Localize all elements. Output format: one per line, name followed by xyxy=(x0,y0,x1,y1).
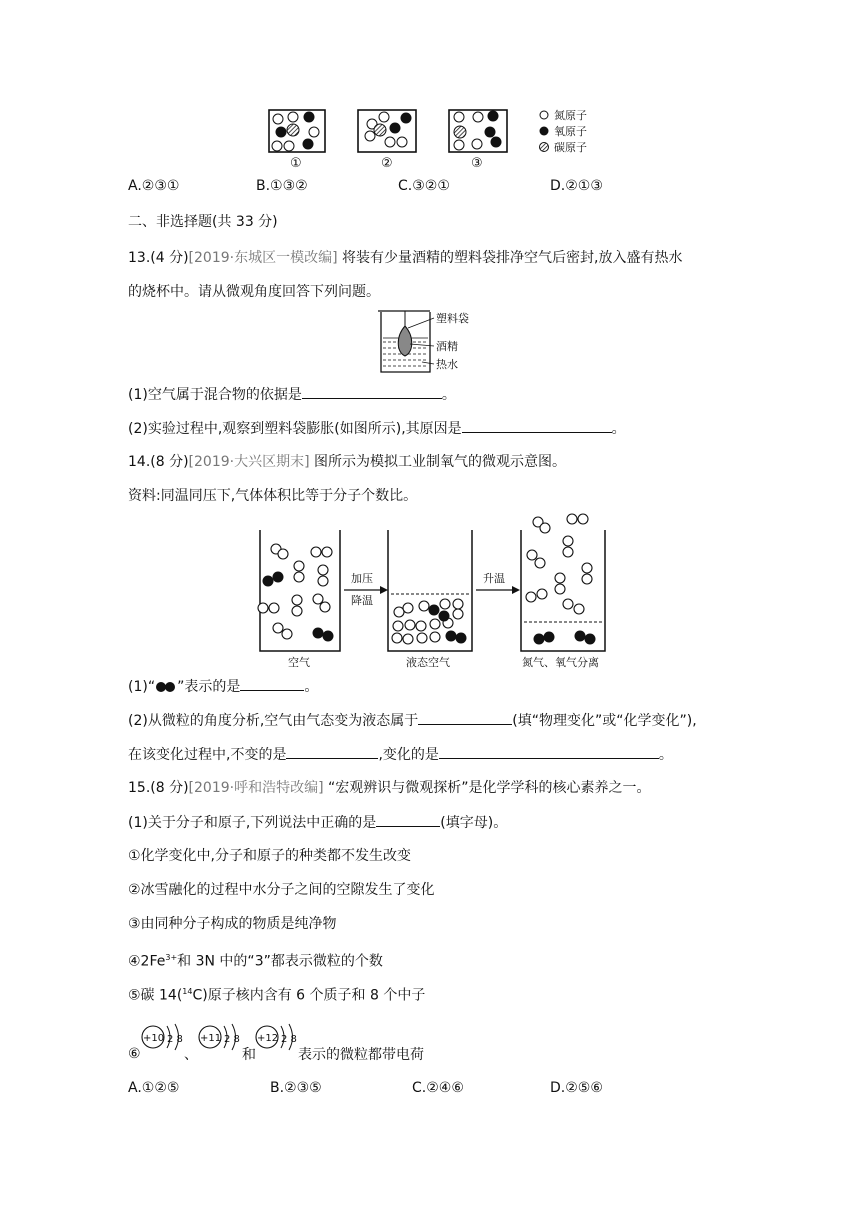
q14-info: 资料:同温同压下,气体体积比等于分子个数比。 xyxy=(128,488,418,504)
atom-mg-shells: 2 8 xyxy=(281,1034,297,1045)
q14-part1-text: ”表示的是 xyxy=(177,679,241,695)
atom-diagram-ne xyxy=(140,1020,190,1056)
q15-item-5-a: ⑤碳 14( xyxy=(128,987,183,1004)
box-label-3: ③ xyxy=(471,156,483,170)
q15-item-6-text: 表示的微粒都带电荷 xyxy=(298,1047,424,1063)
q13-part2 xyxy=(128,418,626,439)
q15-source: [2019·呼和浩特改编] xyxy=(188,780,324,796)
q13-part1-end: 。 xyxy=(441,387,456,403)
q14-part1-blank[interactable] xyxy=(240,676,304,691)
atom-mg-nucleus: +12 xyxy=(257,1033,279,1044)
q15-stem-text: “宏观辨识与微观探析”是化学学科的核心素养之一。 xyxy=(328,780,651,796)
caption-liquid-air: 液态空气 xyxy=(406,656,450,669)
q15-stem xyxy=(128,778,651,798)
q15-item-5-b: C)原子核内含有 6 个质子和 8 个中子 xyxy=(192,987,426,1004)
q14-part2-text-d: ,变化的是 xyxy=(378,747,439,763)
q15-part1-blank[interactable] xyxy=(376,812,440,827)
q14-part2-blank-3[interactable] xyxy=(439,744,659,759)
q15-item-4 xyxy=(128,948,383,972)
q14-stem xyxy=(128,452,566,472)
q15-option-d[interactable]: D.②⑤⑥ xyxy=(550,1080,603,1096)
box-label-1: ① xyxy=(290,156,302,170)
label-alcohol: 酒精 xyxy=(436,340,458,353)
section-title: 二、非选择题(共 33 分) xyxy=(128,214,278,230)
q15-item-6-sep1: 、 xyxy=(184,1047,198,1063)
q12-molecule-figure xyxy=(262,104,602,170)
q14-part2-text-b: (填“物理变化”或“化学变化”), xyxy=(512,713,697,729)
q14-part2-text-a: (2)从微粒的角度分析,空气由气态变为液态属于 xyxy=(128,713,419,729)
q13-part2-text: (2)实验过程中,观察到塑料袋膨胀(如图所示),其原因是 xyxy=(128,421,462,437)
q15-item-6-num: ⑥ xyxy=(128,1046,141,1062)
arrow-label-heat: 升温 xyxy=(483,572,505,585)
q15-prefix: 15.(8 分) xyxy=(128,780,189,796)
q15-item-4-a: ④2Fe xyxy=(128,953,166,970)
q14-part2-text-c: 在该变化过程中,不变的是 xyxy=(128,747,287,763)
q15-item-4-sup: 3+ xyxy=(165,953,178,962)
q15-item-1: ①化学变化中,分子和原子的种类都不发生改变 xyxy=(128,848,411,864)
q14-part2-end: 。 xyxy=(658,747,673,763)
caption-air: 空气 xyxy=(288,656,310,669)
q14-part1 xyxy=(128,676,318,697)
q14-part2-line1 xyxy=(128,710,697,731)
q14-prefix: 14.(8 分) xyxy=(128,454,189,470)
box-label-2: ② xyxy=(381,156,393,170)
q14-part2-blank-1[interactable] xyxy=(418,710,512,725)
q15-option-a[interactable]: A.①②⑤ xyxy=(128,1080,180,1096)
q13-part1-text: (1)空气属于混合物的依据是 xyxy=(128,387,302,403)
atom-diagram-na xyxy=(197,1020,247,1056)
q13-stem-line1 xyxy=(128,248,682,268)
q13-part2-blank[interactable] xyxy=(462,418,612,433)
q14-part1-end: 。 xyxy=(304,679,319,695)
label-hot-water: 热水 xyxy=(436,358,458,371)
q12-option-d[interactable]: D.②①③ xyxy=(550,178,603,194)
q14-part2-line2 xyxy=(128,744,673,765)
q13-stem-a: 将装有少量酒精的塑料袋排净空气后密封,放入盛有热水 xyxy=(342,250,683,266)
q13-part2-end: 。 xyxy=(611,421,626,437)
q15-item-6-sep2: 和 xyxy=(242,1047,256,1063)
label-bag: 塑料袋 xyxy=(436,312,469,325)
legend-nitrogen: 氮原子 xyxy=(554,109,587,122)
q13-beaker-figure xyxy=(372,308,482,374)
q14-process-figure xyxy=(250,508,620,670)
q15-item-4-b: 和 3N 中的“3”都表示微粒的个数 xyxy=(177,953,383,970)
atom-na-shells: 2 8 xyxy=(224,1034,240,1045)
atom-diagram-mg xyxy=(254,1020,304,1056)
atom-na-nucleus: +11 xyxy=(200,1033,222,1044)
q15-item-5-sup: 14 xyxy=(182,987,193,996)
q14-part2-blank-2[interactable] xyxy=(286,744,378,759)
oxygen-molecule-icon xyxy=(155,681,177,693)
q15-item-2: ②冰雪融化的过程中水分子之间的空隙发生了变化 xyxy=(128,882,435,898)
q13-part1 xyxy=(128,384,456,405)
legend-oxygen: 氧原子 xyxy=(554,125,587,138)
q15-item-5 xyxy=(128,982,425,1006)
q13-stem-line2: 的烧杯中。请从微观角度回答下列问题。 xyxy=(128,284,380,300)
atom-ne-nucleus: +10 xyxy=(143,1033,165,1044)
q12-option-c[interactable]: C.③②① xyxy=(398,178,450,194)
q15-part1-text: (1)关于分子和原子,下列说法中正确的是 xyxy=(128,815,377,831)
atom-ne-shells: 2 8 xyxy=(167,1034,183,1045)
arrow-label-pressurize: 加压 xyxy=(351,572,373,585)
q14-part1-open: (1)“ xyxy=(128,679,156,695)
q15-part1 xyxy=(128,812,507,833)
legend-carbon: 碳原子 xyxy=(554,141,587,154)
q15-option-b[interactable]: B.②③⑤ xyxy=(270,1080,322,1096)
q14-source: [2019·大兴区期末] xyxy=(188,454,310,470)
q12-option-b[interactable]: B.①③② xyxy=(256,178,308,194)
q15-item-3: ③由同种分子构成的物质是纯净物 xyxy=(128,916,337,932)
q14-stem-text: 图所示为模拟工业制氧气的微观示意图。 xyxy=(314,454,567,470)
q13-prefix: 13.(4 分) xyxy=(128,250,189,266)
q13-part1-blank[interactable] xyxy=(302,384,442,399)
q15-part1-end: (填字母)。 xyxy=(440,815,508,831)
q12-option-a[interactable]: A.②③① xyxy=(128,178,180,194)
arrow-label-cool: 降温 xyxy=(351,594,373,607)
q13-source: [2019·东城区一模改编] xyxy=(188,250,338,266)
caption-separation: 氮气、氧气分离 xyxy=(522,656,599,669)
q15-option-c[interactable]: C.②④⑥ xyxy=(412,1080,464,1096)
